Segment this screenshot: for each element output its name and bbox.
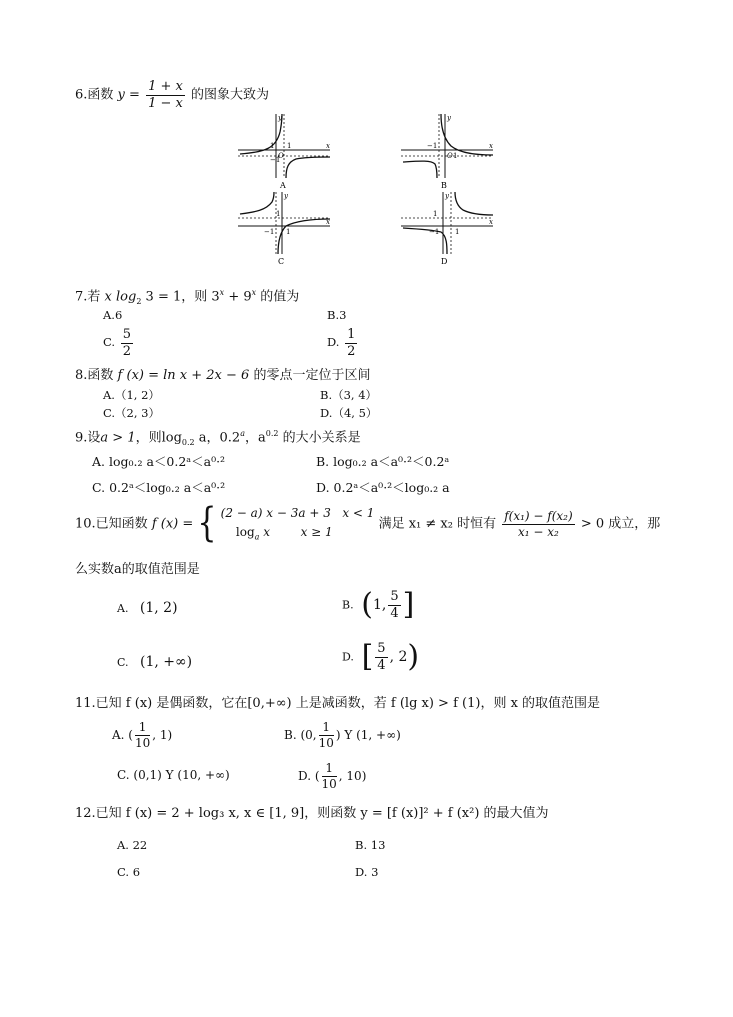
q10-b-open: (	[361, 587, 373, 623]
svg-text:y: y	[447, 114, 451, 122]
q7-expr2: 3 = 1，则 3	[141, 289, 220, 305]
q11-a-label: A. (	[112, 728, 133, 743]
q10-d-close: )	[407, 639, 420, 675]
q7-base: 2	[136, 296, 142, 306]
q7-tail: 的值为	[256, 289, 300, 305]
q11-a-frac	[135, 721, 150, 749]
q11-option-b	[284, 721, 401, 749]
q11-a-den: 10	[134, 735, 151, 750]
q10-num: f(x₁) − f(x₂)	[504, 509, 573, 524]
svg-text:x: x	[489, 218, 493, 226]
q10-option-a	[117, 601, 178, 615]
q10-label: 10.已知函数	[75, 516, 148, 532]
q11-b-den: 10	[318, 735, 334, 750]
q10-b-close: ]	[402, 587, 415, 623]
svg-text:O: O	[278, 152, 284, 160]
q11-b-label: B. (0,	[284, 728, 317, 743]
svg-text:−1: −1	[264, 228, 275, 236]
svg-text:1: 1	[276, 210, 281, 218]
q10-c-value: (1, +∞)	[139, 654, 193, 670]
svg-text:1: 1	[287, 142, 292, 150]
q9-mid2: a，0.2	[194, 430, 241, 446]
q10-c-label: C.	[117, 656, 129, 669]
q7-exp1: x	[219, 288, 225, 297]
q11-d-num: 1	[322, 762, 337, 777]
q11-stem: 11.已知 f (x) 是偶函数，它在[0,+∞) 上是减函数，若 f (lg x) > f (1)，则 x 的取值范围是	[75, 696, 601, 711]
q11-b-num: 1	[319, 721, 334, 736]
svg-text:−1: −1	[270, 156, 281, 164]
q7-c-num: 5	[122, 327, 131, 342]
q11-d-den: 10	[321, 776, 337, 791]
q11-option-d	[298, 762, 366, 790]
q8-label: 8.函数	[75, 368, 114, 383]
q10-option-b	[342, 587, 415, 623]
q6-graph-d	[399, 190, 495, 266]
q8-expr: f (x) = ln x + 2x − 6	[117, 368, 250, 383]
svg-text:x: x	[326, 142, 330, 150]
q10-piece2-x: x	[259, 525, 271, 540]
q6-den: 1 − x	[148, 95, 183, 111]
q10-cond1: x < 1	[342, 506, 375, 520]
q10-cond2: x ≥ 1	[300, 525, 333, 540]
svg-text:y: y	[284, 192, 288, 200]
q7-option-c	[103, 328, 135, 358]
q11-b-frac	[319, 721, 334, 749]
q6-label: 6.函数	[75, 87, 114, 103]
q9-expr: a > 1	[100, 430, 136, 446]
q12-stem: 12.已知 f (x) = 2 + log₃ x, x ∈ [1, 9]，则函数 y = [f (x)]² + f (x²) 的最大值为	[75, 806, 549, 821]
q10-a-value: (1, 2)	[139, 600, 178, 616]
svg-text:y: y	[445, 192, 449, 200]
svg-text:1: 1	[270, 142, 275, 150]
q10-d-open: [	[361, 639, 374, 675]
q9-option-d: D. 0.2ᵃ＜a⁰·²＜log₀.₂ a	[316, 480, 450, 495]
q12-option-d: D. 3	[355, 865, 379, 879]
q7-exp2: x	[251, 288, 257, 297]
q11-d-frac	[322, 762, 337, 790]
q9-option-c: C. 0.2ᵃ＜log₀.₂ a＜a⁰·²	[92, 480, 226, 495]
q9-mid3: ，a	[244, 430, 266, 446]
q9-mid: ，则log	[135, 430, 182, 446]
q9-exp2: 0.2	[265, 429, 279, 438]
q7-option-d	[327, 328, 359, 358]
q10-line2: 么实数a的取值范围是	[75, 562, 200, 577]
q6-graph-c	[236, 190, 332, 266]
q11-b-tail: ) Y (1, +∞)	[335, 728, 401, 743]
q7-plus: + 9	[224, 289, 252, 305]
svg-text:A: A	[280, 181, 286, 190]
q6-tail: 的图象大致为	[190, 87, 269, 103]
svg-text:x: x	[326, 218, 330, 226]
q10-d-num: 5	[377, 641, 386, 656]
q6-func: y =	[117, 87, 140, 103]
q9-tail: 的大小关系是	[278, 430, 361, 446]
q7-d-num: 1	[347, 327, 356, 342]
q10-d-right: , 2	[389, 649, 408, 666]
svg-text:1: 1	[433, 210, 438, 218]
q10-piecewise	[221, 504, 375, 544]
q11-a-tail: , 1)	[152, 728, 173, 743]
svg-text:C: C	[278, 257, 285, 266]
q10-a-label: A.	[117, 602, 129, 615]
q10-tail: > 0 成立，那	[580, 516, 661, 532]
q9-stem	[75, 430, 361, 447]
q8-option-a: A.（1, 2）	[103, 388, 160, 402]
svg-text:O: O	[447, 152, 453, 160]
q8-option-b: B.（3, 4）	[320, 388, 378, 402]
q10-stem	[75, 499, 661, 548]
q9-option-b: B. log₀.₂ a＜a⁰·²＜0.2ᵃ	[316, 454, 450, 469]
q9-option-a: A. log₀.₂ a＜0.2ᵃ＜a⁰·²	[92, 454, 226, 469]
q10-b-num: 5	[390, 589, 399, 604]
q10-b-frac	[388, 590, 400, 620]
q9-exp: a	[240, 429, 245, 438]
q11-d-label: D. (	[298, 769, 320, 784]
q10-b-left: 1,	[372, 597, 387, 614]
q10-den: x₁ − x₂	[518, 524, 559, 539]
q10-piece1: (2 − a) x − 3a + 3	[220, 506, 331, 520]
q8-option-d: D.（4, 5）	[320, 406, 378, 420]
q11-a-num: 1	[135, 721, 150, 736]
svg-text:−1: −1	[427, 142, 438, 150]
q6-fraction	[146, 80, 185, 110]
q7-d-frac	[345, 328, 357, 358]
q8-stem	[75, 369, 370, 382]
q7-option-b: B.3	[327, 308, 347, 322]
q10-piece2-base: a	[254, 532, 260, 542]
q6-graph-b	[399, 112, 495, 192]
q10-option-c	[117, 655, 192, 669]
q10-fraction	[502, 510, 574, 538]
svg-text:1: 1	[286, 228, 291, 236]
q7-option-a: A.6	[103, 308, 123, 322]
q7-c-label: C.	[103, 335, 116, 350]
q11-option-a	[112, 721, 172, 749]
q11-d-tail: , 10)	[338, 769, 367, 784]
q9-base: 0.2	[181, 437, 195, 447]
q7-c-den: 2	[122, 343, 131, 359]
svg-text:−1: −1	[429, 228, 440, 236]
q8-option-c: C.（2, 3）	[103, 406, 160, 420]
q7-expr: x log	[104, 289, 137, 305]
svg-text:1: 1	[455, 228, 460, 236]
q10-option-d	[342, 639, 420, 675]
svg-text:y: y	[278, 114, 282, 122]
q12-option-a: A. 22	[117, 838, 148, 852]
q7-d-label: D.	[327, 335, 340, 350]
q8-tail: 的零点一定位于区间	[253, 368, 371, 383]
q6-stem	[75, 80, 269, 110]
q12-option-c: C. 6	[117, 865, 141, 879]
q6-num: 1 + x	[148, 79, 183, 94]
q10-b-label: B.	[342, 598, 354, 612]
q10-d-frac	[375, 642, 387, 672]
svg-text:x: x	[489, 142, 493, 150]
svg-text:1: 1	[453, 152, 458, 160]
q11-option-c: C. (0,1) Y (10, +∞)	[117, 768, 230, 782]
q10-fx: f (x) =	[151, 516, 194, 532]
svg-text:B: B	[441, 181, 447, 190]
q12-option-b: B. 13	[355, 838, 386, 852]
q6-graph-a	[236, 112, 332, 192]
q7-stem	[75, 289, 299, 306]
q7-d-den: 2	[347, 343, 356, 359]
q9-label: 9.设	[75, 430, 101, 446]
q10-brace: {	[197, 499, 217, 548]
q10-d-den: 4	[377, 657, 386, 673]
q7-c-frac	[121, 328, 133, 358]
q10-mid: 满足 x₁ ≠ x₂ 时恒有	[378, 516, 497, 532]
q7-label: 7.若	[75, 289, 101, 305]
q10-d-label: D.	[342, 650, 354, 664]
q10-b-den: 4	[390, 605, 399, 621]
q10-piece2: log	[235, 525, 255, 540]
svg-text:D: D	[441, 257, 448, 266]
